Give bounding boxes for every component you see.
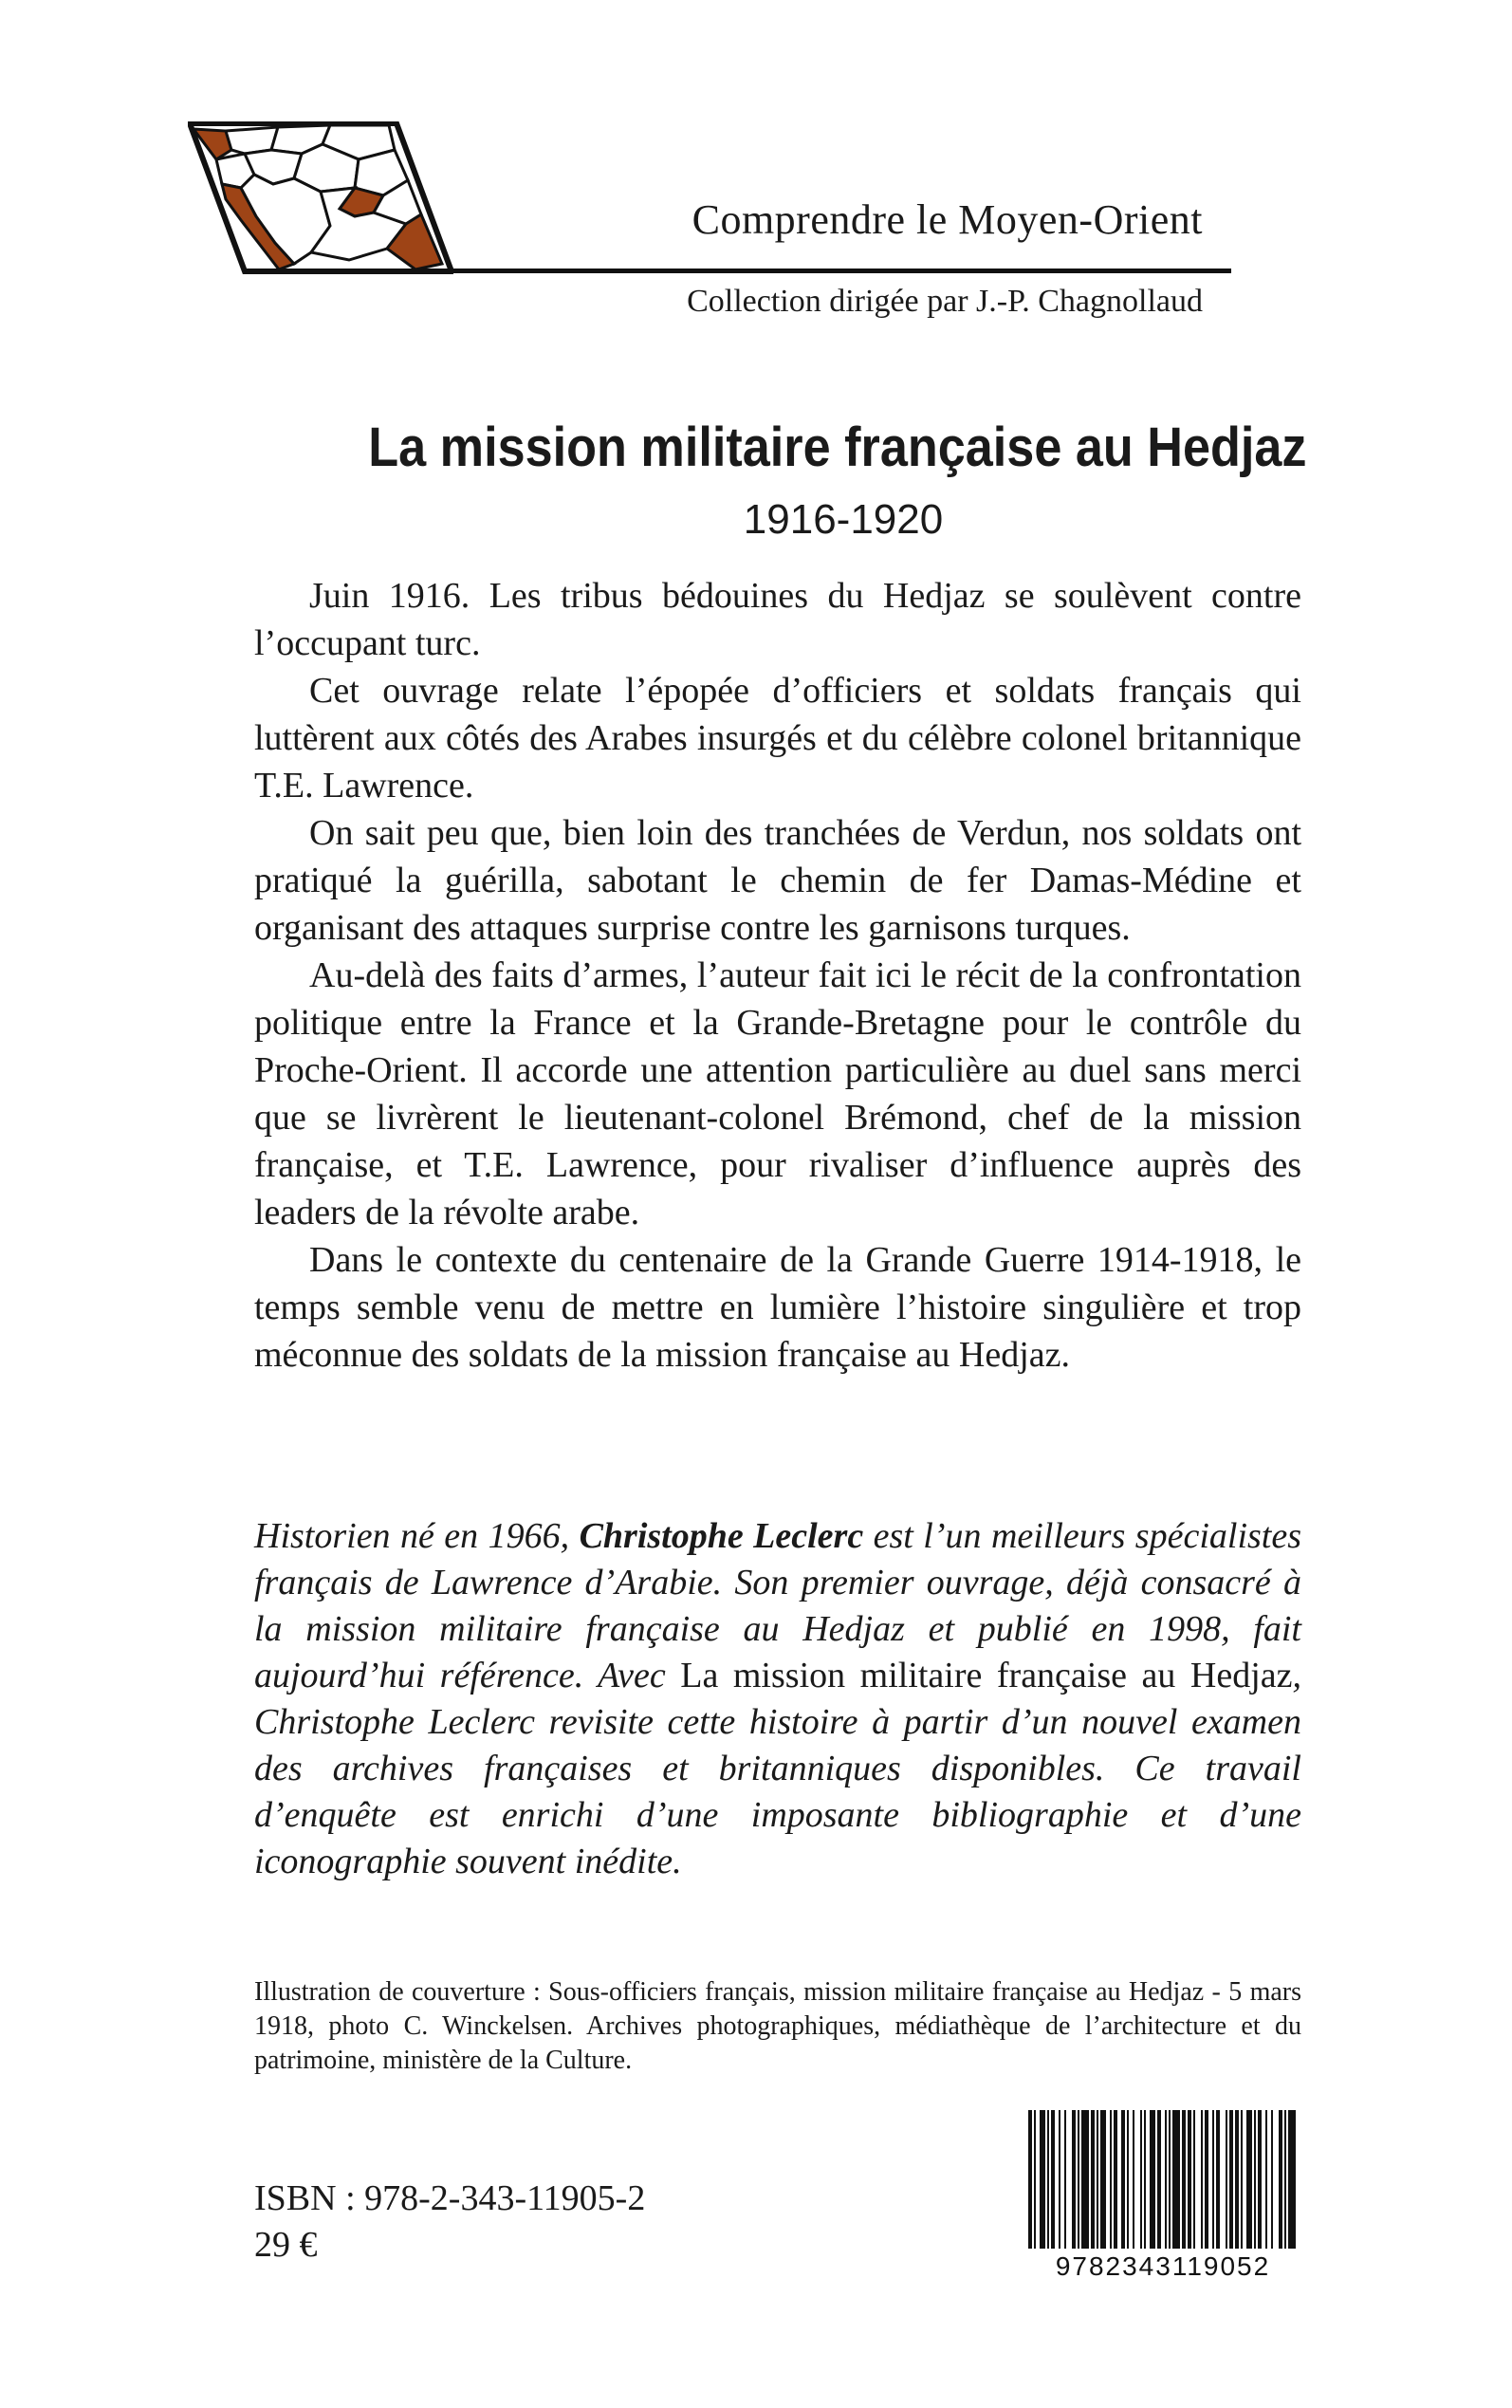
barcode-bar [1229, 2110, 1233, 2249]
bio-text: , Christophe Leclerc revisite cette histoire à partir d’un nouvel examen des archives françaises et britanniques disponibles. Ce travail d’enquête est enrichi d’une imposante bibliographie et d’une iconographie souvent inédite. [254, 1656, 1301, 1881]
barcode-bar [1040, 2110, 1045, 2249]
barcode-bar [1201, 2110, 1203, 2249]
author-name: Christophe Leclerc [579, 1516, 864, 1556]
barcode-bar [1150, 2110, 1155, 2249]
barcode-bar [1097, 2110, 1098, 2249]
price: 29 € [254, 2225, 318, 2265]
barcode-bar [1265, 2110, 1267, 2249]
barcode-bar [1028, 2110, 1032, 2249]
isbn: ISBN : 978-2-343-11905-2 [254, 2178, 646, 2218]
barcode-bar [1059, 2110, 1060, 2249]
barcode-bar [1140, 2110, 1142, 2249]
barcode-bar [1284, 2110, 1286, 2249]
barcode-bar [1072, 2110, 1076, 2249]
isbn-barcode [1021, 2106, 1305, 2282]
barcode-bar [1127, 2110, 1129, 2249]
barcode-bar [1258, 2110, 1262, 2249]
barcode-bar [1121, 2110, 1125, 2249]
barcode-bar [1216, 2110, 1220, 2249]
barcode-bar [1182, 2110, 1186, 2249]
bio-book-reference: La mission militaire française au Hedjaz [680, 1656, 1293, 1695]
book-title: La mission militaire française au Hedjaz [368, 417, 1307, 478]
series-divider [452, 269, 1231, 273]
blurb [254, 572, 1301, 1379]
barcode-bar [1034, 2110, 1036, 2249]
barcode-bar [1091, 2110, 1095, 2249]
barcode-bar [1172, 2110, 1180, 2249]
barcode-bar [1212, 2110, 1214, 2249]
series-map-logo-icon [188, 121, 453, 275]
barcode-number: 9782343119052 [1055, 2251, 1271, 2281]
barcode-bar [1157, 2110, 1161, 2249]
barcode-bar [1144, 2110, 1146, 2249]
series-editor: Collection dirigée par J.-P. Chagnollaud [687, 284, 1203, 319]
series-title: Comprendre le Moyen-Orient [691, 196, 1203, 243]
barcode-bar [1169, 2110, 1171, 2249]
barcode-bar [1279, 2110, 1282, 2249]
barcode-bar [1051, 2110, 1055, 2249]
barcode-bar [1226, 2110, 1227, 2249]
barcode-bar [1100, 2110, 1106, 2249]
barcode-bar [1288, 2110, 1296, 2249]
cover-illustration-credit: Illustration de couverture : Sous-officiers français, mission militaire française au Hedjaz - 5 mars 1918, photo C. Winckelsen. Archives photographiques, médiathèque de l’architecture et du patrimoine, ministère de la Culture. [254, 1977, 1301, 2075]
book-subtitle: 1916-1920 [743, 496, 944, 543]
barcode-bar [1193, 2110, 1195, 2249]
author-bio [254, 1513, 1301, 1885]
barcode-bar [1254, 2110, 1256, 2249]
barcode-bar [1235, 2110, 1239, 2249]
barcode-bar [1110, 2110, 1112, 2249]
barcode-bar [1081, 2110, 1089, 2249]
blurb-paragraph: Cet ouvrage relate l’épopée d’officiers et soldats français qui luttèrent aux côtés des Arabes insurgés et du célèbre colonel britannique T.E. Lawrence. [254, 671, 1301, 806]
blurb-paragraph: Juin 1916. Les tribus bédouines du Hedjaz se soulèvent contre l’occupant turc. [254, 576, 1301, 663]
barcode-bar [1064, 2110, 1066, 2249]
blurb-paragraph: Dans le contexte du centenaire de la Grande Guerre 1914-1918, le temps semble venu de mettre en lumière l’histoire singulière et trop méconnue des soldats de la mission française au Hedjaz. [254, 1240, 1301, 1375]
barcode-bar [1205, 2110, 1208, 2249]
barcode-bar [1271, 2110, 1273, 2249]
barcode-bar [1133, 2110, 1134, 2249]
barcode-bar [1114, 2110, 1117, 2249]
barcode-bar [1241, 2110, 1243, 2249]
barcode-bar [1047, 2110, 1049, 2249]
blurb-paragraph: Au-delà des faits d’armes, l’auteur fait ici le récit de la confrontation politique entre la France et la Grande-Bretagne pour le contrôle du Proche-Orient. Il accorde une attention particulière au duel sans merci que se livrèrent le lieutenant-colonel Brémond, chef de la mission française, et T.E. Lawrence, pour rivaliser d’influence auprès des leaders de la révolte arabe. [254, 955, 1301, 1232]
barcode-bar [1078, 2110, 1079, 2249]
barcode-bar [1188, 2110, 1191, 2249]
barcode-bar [1246, 2110, 1252, 2249]
blurb-paragraph: On sait peu que, bien loin des tranchées de Verdun, nos soldats ont pratiqué la guérilla, sabotant le chemin de fer Damas-Médine et organisant des attaques surprise contre les garnisons turques. [254, 813, 1301, 948]
barcode-bar [1165, 2110, 1167, 2249]
bio-text: Historien né en 1966, [254, 1516, 580, 1556]
bio-text: est l’un meilleurs spécialistes français de Lawrence d’Arabie. Son premier ouvrage, déjà consacré à la mission militaire française au Hedjaz et publié en 1998, fait aujourd’hui référence. Avec [254, 1516, 1302, 1695]
